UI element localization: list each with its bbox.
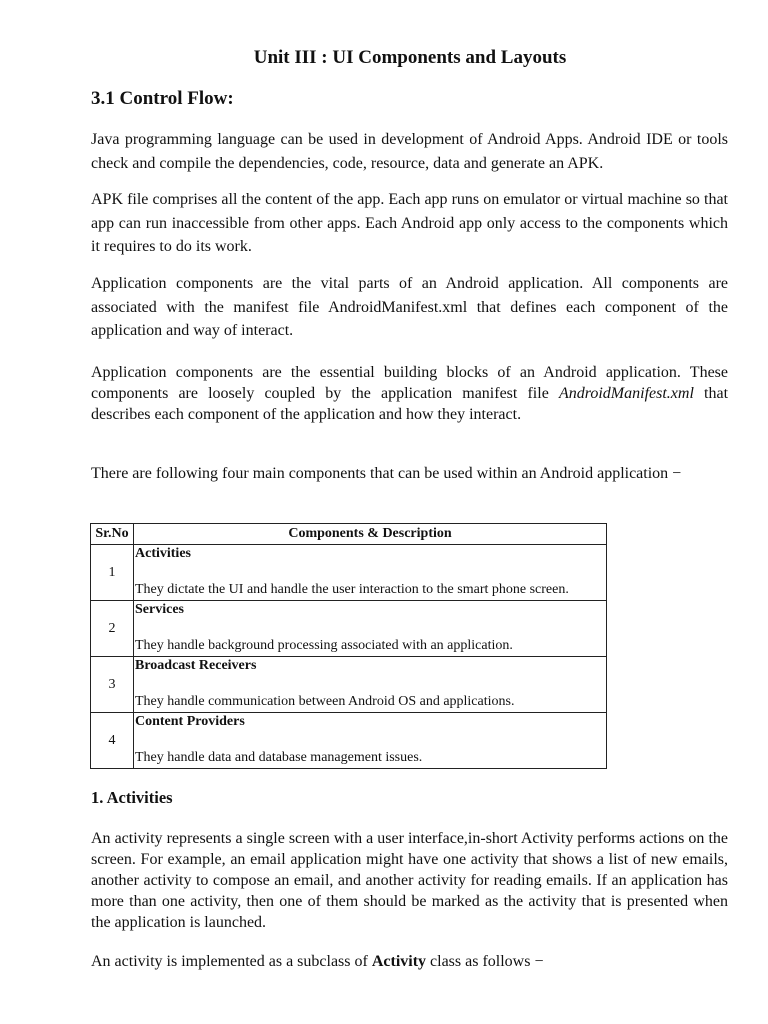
component-name: Content Providers [135,714,245,729]
activities-heading: 1. Activities [91,788,173,807]
paragraph-building-blocks [91,362,728,425]
paragraph-activity-subclass [91,950,728,974]
paragraph-components: Application components are the vital parts of an Android application. All components are associated with the manifest file AndroidManifest.xml that defines each component of the application and way of interact. [91,275,728,339]
row-number: 2 [91,601,134,657]
activity-subclass-end: class as follows − [430,953,544,970]
component-name: Activities [135,546,191,561]
row-description-cell [134,601,607,657]
component-description: They dictate the UI and handle the user interaction to the smart phone screen. [135,582,569,597]
manifest-filename: AndroidManifest.xml [558,385,694,402]
paragraph-building-blocks-start: Application components are the essential building blocks of an Android application. These components are loosely coupled by the application manifest file [91,364,728,402]
paragraph-activity-definition: An activity represents a single screen with a user interface,in-short Activity performs actions on the screen. For example, an email application might have one activity that shows a list of new emails, another activity to compose an email, and another activity for reading emails. If an application has more than one activity, then one of them should be marked as the activity that is presented when the application is launched. [91,830,728,931]
component-name: Services [135,602,184,617]
row-number: 4 [91,713,134,769]
paragraph-apk: APK file comprises all the content of the app. Each app runs on emulator or virtual machine so that app can run inaccessible from other apps. Each Android app only access to the components which it requires to do its work. [91,191,728,255]
component-description: They handle background processing associated with an application. [135,638,513,653]
components-table [90,523,607,769]
component-description: They handle data and database management issues. [135,750,423,765]
table-row [91,657,607,713]
paragraph-building-blocks-end: that describes each component of the application and how they interact. [91,385,729,423]
row-description-cell [134,713,607,769]
table-row [91,713,607,769]
row-description-cell [134,545,607,601]
row-number: 3 [91,657,134,713]
header-components-description: Components & Description [134,524,607,545]
table-row [91,545,607,601]
component-name: Broadcast Receivers [135,658,257,673]
activity-class-name: Activity [371,953,427,970]
header-sr-no: Sr.No [91,524,134,545]
component-description: They handle communication between Android OS and applications. [135,694,515,709]
paragraph-java: Java programming language can be used in development of Android Apps. Android IDE or tools check and compile the dependencies, code, resource, data and generate an APK. [91,131,728,172]
row-description-cell [134,657,607,713]
row-number: 1 [91,545,134,601]
activity-subclass-start: An activity is implemented as a subclass of [91,953,368,970]
paragraph-four-components: There are following four main components that can be used within an Android application − [91,465,682,482]
section-heading: 3.1 Control Flow: [91,88,234,109]
table-row [91,601,607,657]
table-header-row [91,524,607,545]
page-title: Unit III : UI Components and Layouts [253,47,567,68]
